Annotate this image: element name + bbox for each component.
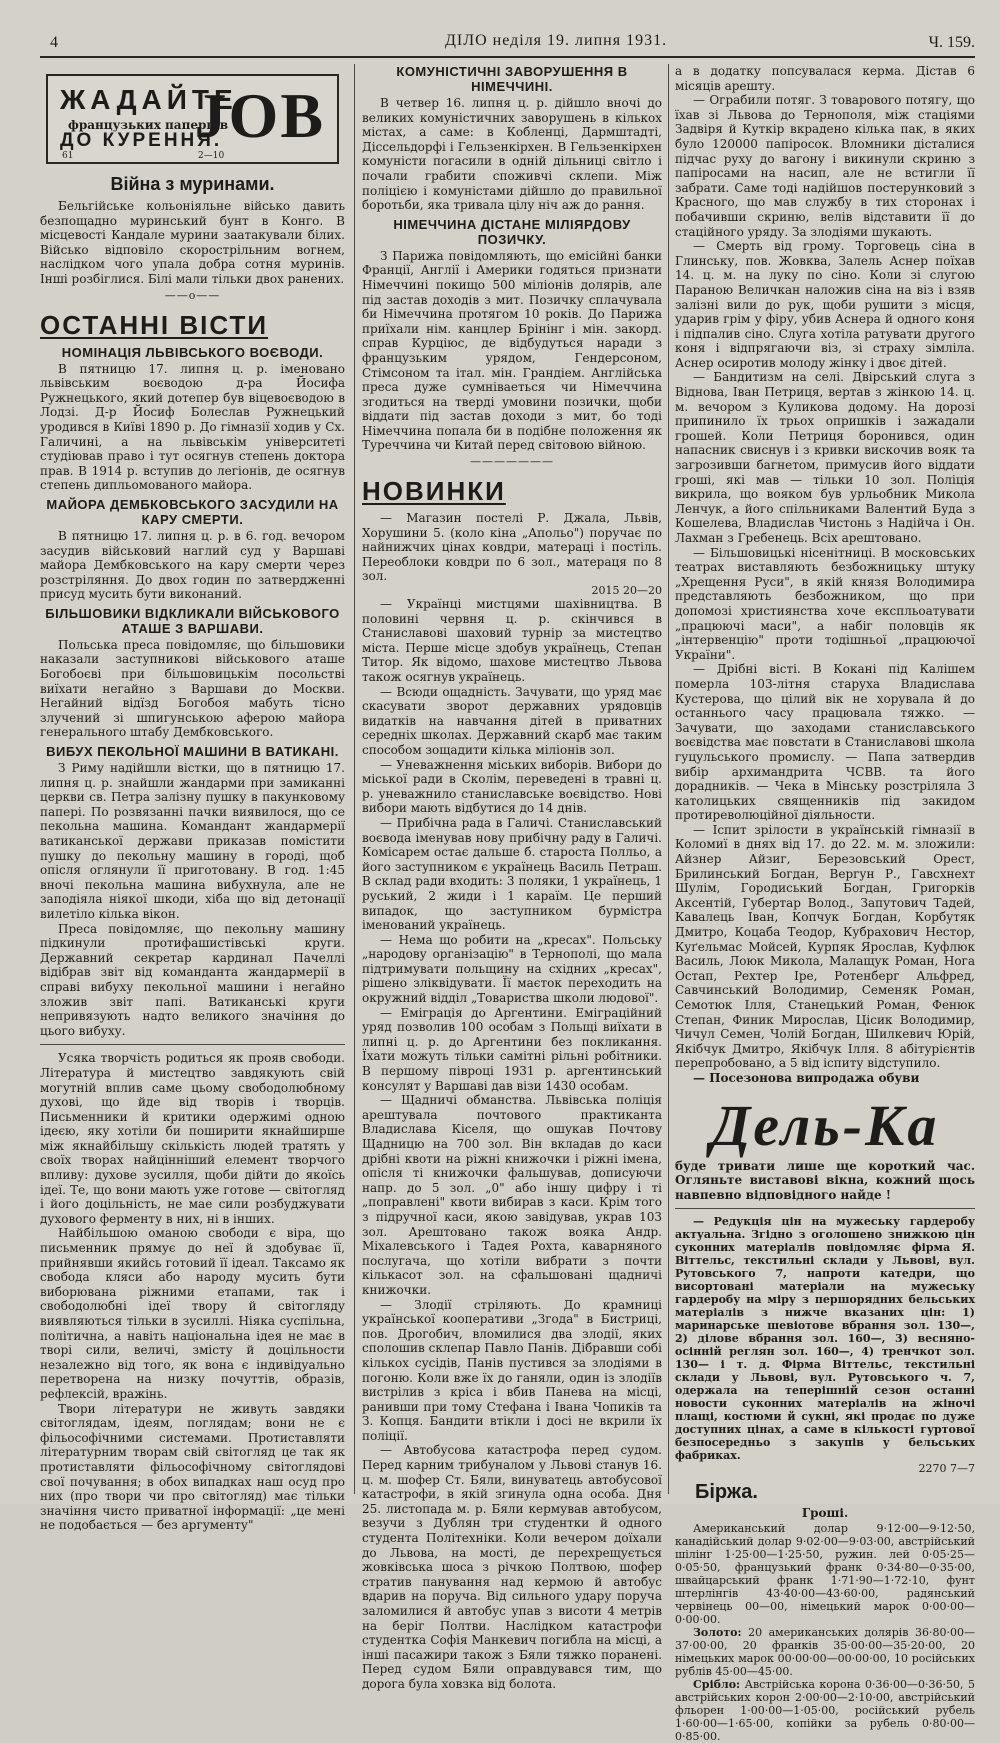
page-number: 4 [50,34,58,51]
gold-text: 20 американських долярів 36·80·00—37·00·00, 20 франків 35·00·00—35·20·00, 20 німецьких марок 00·00·00—00·00·00, 10 російських рублів 45·00—45·00. [675,1626,975,1679]
article-text: З Риму надійшли вістки, що в пятницю 17. липня ц. р. знайшли жандарми при замиканні церкви св. Петра залізну пушку в пакунковому папері. По розвязанні пачки виявилося, що се пекольна машина. Командант жандармерії ватиканської держави приказав помістити пушку до пекольну машину в городі, щоб опісля оглянули її приготовану. В год. 1:45 вночі пекольна машина вибухнула, але не заподіяла ніякої шкоди, хіба що від детонації вилетіло кілька вікон. [40,761,345,921]
shoe-sale-text: буде тривати лише ще короткий час. Огляньте виставові вікна, кожний щось навпевно відповідного найде ! [675,1158,975,1202]
article-text: В пятницю 17. липня ц. р. в 6. год. вечором засудив військовий наглий суд у Варшаві майора Дембковського на кару смерти через розстріляння. До двох годин по затвердженні присуд мусить бути виконаний. [40,528,345,602]
paper-title: ДІЛО [445,32,488,49]
job-ad-line3: ДО КУРЕННЯ. [60,130,223,151]
essay-paragraph: Усяка творчість родиться як прояв свободи. Література й мистецтво завдякують свій могутній вплив саме цьому свободолюбному духові, що йде від творів і творців. Письменники й критики одержимі одною ідеєю, яку хотіли би поширити якнайширше між якнайбільшу скількість людей тратять у своїх творах найцінніший елемент творчого впливу: духове зусилля, щоби дійти до якоїсь ідеї. Те, що вони мають уже готове — світогляд і його доцільність, не мае сили розбуджувати духового ферменту в них, ні в інших. [40,1051,345,1226]
essay-paragraph: Найбільшою оманою свободи є віра, що письменник прямує до неї й здобуває її, прийнявши якийсь готовий її ідеал. Таксамо як свобода кляси або народу мусить бути виборювана ріжними етапами, так і свободолюбні ідеї твору й світогляду виявляються тільки в зусиллі. Ніяка суспільна, політична, а навіть національна ідея не має в творі сили, величі, змісту й доцільности незалежно від того, як вона є індивідуально перетворена на низку почуттів, образів, рефлексій, вражінь. [40,1226,345,1401]
divider: ——o—— [164,288,221,302]
column-separator [668,64,669,1494]
job-ad-line1: ЖАДАЙТЕ [60,84,238,115]
news-item: — Українці мистцями шахівництва. В половині червня ц. р. скінчився в Станиславові шаховий турнір за мистецтво міста. Перше місце здобув українець, Степан Титор. Як відомо, шахове мистецтво Львова також осягнув українець. [362,597,662,684]
news-item-continued: а в додатку попсувалася керма. Дістав 6 місяців арешту. [675,64,975,93]
job-ad-code: 61 [62,151,74,161]
column-1 [40,64,345,1533]
silver-text: Австрійська корона 0·36·00—0·36·50, 5 австрійських корон 2·00·00—2·10·00, австрійський фльорен 1·00·00—1·05·00, російський рубель 1·60·00—1·65·00, копійки за рубель 0·80·00—0·85·00. [675,1678,975,1743]
header-rule [40,56,975,58]
article-text: З Парижа повідомляють, що емісійні банки Франції, Англії і Америки годяться признати Німеччині покищо 500 міліонів долярів, але під застав доходів з мит. Позичку сплачувала би Німеччина протягом 10 років. До Парижа приїхали нім. канцлер Брінінг і мін. закорд. справ Курціюс, де відбудуться наради з французьким урядом, Гендерсоном, Стімсоном та італ. мін. Грандіем. Англійська преса дуже сумніваеться чи Німеччина згодиться на тверді умовини позички, щоби віддати під застав доходи з мит, бо тоді Німеччина попала би в подібне положення як Туреччина чи Китай перед світовою війною. [362,248,662,453]
news-item: — Автобусова катастрофа перед судом. Перед карним трибуналом у Львові станув 16. ц. м. шофер Ст. Бяли, винуватець автобусової катастрофи, в якій згинула одна особа. Дня 25. листопада м. р. Бяли кермував автобусом, везучи з Дублян три студентки й одного студента Політехніки. Коли вечером доїхали до Львова, на мості, де перехрещується жовківська шоса з річкою Полтвою, шофер стратив панування над кермою й автобус вдарив на поруча. Від сильного удару поруча заломилися й автобус упав з висоти 4 метрів на беріг Полтви. Наслідком катастрофи студентка Софія Манкевич погибла на місці, а інші пасажири також з Бяли тяжко поранені. Перед судом Бяли оправдувався тим, що дорога була ховзка від болота. [362,1443,662,1691]
wittels-ad-code: 2270 7—7 [918,1462,975,1476]
wittels-ad: — Редукція цін на мужеську гардеробу актуальна. Згідно з оголошено знижкою цін суконних матеріалів повідомляє фірма Я. Віттельс, текстильні склади у Львові, вул. Рутовського 7, напроти катедри, що висортовані матеріали на мужеську гардеробу на міру з першорядних бельських матеріалів з нижче вказаних цін: 1) маринарське шевіотове вбрання зол. 130—, 2) ділове вбрання зол. 160—, 3) весняно-осінній реглян зол. 160—, 4) тренчкот зол. 130— і т. д. Фірма Віттельс, текстильні склади у Львові, вул. Рутовського ч. 7, одержала на теперішній сезон останні новости суконних матеріалів на жіночі плащі, костюми й сукні, які продає по дуже доступних цінах, а саме в кількості гуртової безпосередньо з закупів у бельських фабриках. [675,1215,975,1463]
section-rule [675,1208,975,1209]
column-3 [675,64,975,1743]
news-item: — Ограбили потяг. З товарового потягу, що їхав зі Львова до Тернополя, між стаціями Задвіря й Куткір вкрадено кілька пак, в яких було 120000 папіросок. Вломники дісталися підчас руху до вагону і викинули скриню з папіросами на насип, але не встигли її забрати. Саме тоді надійшов постерунковий з Красного, що мав службу в тих сторонах і побачивши скриню, велів відставити її до стаційного уряду. За злодіями шукають. [675,93,975,239]
article-title: КОМУНІСТИЧНІ ЗАВОРУШЕННЯ В НІМЕЧЧИНІ. [396,64,628,94]
news-item: — Більшовицькі нісенітниці. В московських театрах виставляють безбожницьку штуку „Хрещення Руси", в якій князя Володимира представляють безбожником, що при допомозі християнства хоче експльоатувати „працюючі маси", а набіг половців як „інтервенцію" проти тодішньої „працюючої України". [675,545,975,662]
news-item: — Нема що робити на „кресах". Польську „народову організацію" в Тернополі, що мала підтримувати польщину на східних „кресах", рішено зліквідувати. Її маєток переходить на окружний відділ „Товариства школи людової". [362,932,662,1006]
delka-logo: Дель-Ка [710,1092,940,1158]
article-title: МАЙОРА ДЕМБКОВСЬКОГО ЗАСУДИЛИ НА КАРУ СМЕРТИ. [46,496,339,527]
news-item: — Бандитизм на селі. Двірський слуга з Віднова, Іван Петриця, вертав з жінкою 14. ц. м. вечором з Куликова додому. На дорозі припинило їх трьох опришків і зажадали грошей. Коли Петриця боронився, один напасник свиснув і з кривки вискочив вояк та загрозивши багнетом, примусив його віддати гроші, які мав — тільки 10 зол. Поліція викрила, що вояком був урльобник Микола Ленчук, а його спільниками Валентий Буда з Кошелева, Владислав Чистонь з Надійча і Он. Лахман з Гребенець. Всіх арештовано. [675,370,975,545]
article-title: НІМЕЧЧИНА ДІСТАНЕ МІЛІЯРДОВУ ПОЗИЧКУ. [393,216,631,247]
page-header [40,30,975,56]
news-item: — Смерть від грому. Торговець сіна в Глинську, пов. Жовква, Залель Аснер поїхав 14. ц. м. на луку по сіно. Коли зі слугою Параною Величкан наложив сіна на віз і взяв залізні вили до рук, щоби рушити з місця, ударив грім у фіру, убив Аснера й одного коня і підпалив сіно. Слуга хотіла ратувати другого коня і відпрягаючи віз, зі страху зімліла. Аснер осиротив молоду жінку і двоє дітей. [675,239,975,370]
column-separator [354,64,355,1494]
article-text: В пятницю 17. липня ц. р. іменовано львівським воєводою д-ра Йосифа Ружнецького, який дотепер був віцевоєводою в Лодзі. Д-р Йосиф Болеслав Ружнецький уродився в Київі 1890 р. До гімназії ходив у Сх. Галичині, а на львівськім університеті студіював право і тут осягнув степень доктора прав. В 1914 р. вступив до легіонів, де осягнув степень дипльомованого майора. [40,361,345,493]
shop-ad-code: 2015 20—20 [591,584,662,598]
news-item: — Злодії стріляють. До крамниці української кооперативи „Згода" в Бистриці, пов. Дрогобич, вломилися два злодії, яких сполошив склепар Павло Панів. Дібравши собі кількох сусідів, Панів пустився за злодіями в погоню. Коли вже їх до ганяли, один із злодіїв вистрілив з кріса і вбив Панева на місці, ранивши при тому Стефана і Івана Чопиків та З. Копця. Бандити втікли і досі не вкрили їх поліції. [362,1297,662,1443]
war-text: Бельгійське кольоніяльне військо давить безпощадно муринський бунт в Конго. В місцевості Кандале мурини заатакували білих. Військо відповіло скорострільним вогнем, наслідком чого упала добра сотня муринів. Інші розбіглися. Білі мали тільки двох ранених. [40,199,345,286]
article-title: БІЛЬШОВИКИ ВІДКЛИКАЛИ ВІЙСЬКОВОГО АТАШЕ З ВАРШАВИ. [45,605,340,636]
news-item: — Еміграція до Аргентини. Еміграційний уряд позволив 100 особам з Польщі виїхати в липні ц. р. до Аргентини без покликання. Їхати можуть тільки самітні рільні робітники. В першому півроці 1931 р. аргентинський консулят у Варшаві дав візи 1430 особам. [362,1005,662,1093]
job-ad-brand: JOB [194,80,325,151]
job-ad-code: 2—10 [198,151,225,161]
exchange-title: Біржа. [695,1481,758,1504]
article-text: В четвер 16. липня ц. р. дійшло вночі до великих комуністичних заворушень в кількох містах, а саме: в Кобленці, Дармштадті, Діссельдорфі і Гельзенкірхен. В Гельзенкірхен комуністи погасили в одній дільниці світло і почали грабити споживчі склепи. Між поліцією і комуністами дійшло до правильної боротьби, яка тривала цілу ніч аж до рання. [362,96,662,213]
job-ad [46,74,339,164]
silver-rates [675,1678,975,1743]
news-item: — Дрібні вісті. В Кокані під Калішем померла 103-літня старуха Владислава Кустерова, що цілий вік не хорувала й до останнього часу працювала тяжко. — Зачувати, що заходами станиславського воєвідства має повстати в Станиславові школа гуцульського промислу. — Папа затвердив вибір архимандрита ЧСВВ. та його дорадників. — Чека в Мінську розстріляла 3 католицьких священників під закидом протиреволюційної діяльности. [675,662,975,823]
article-title: НОМІНАЦІЯ ЛЬВІВСЬКОГО ВОЄВОДИ. [61,344,324,360]
news-item: — Прибічна рада в Галичі. Станиславський воєвода іменував нову прибічну раду в Галичі. Комісарем остає дальше б. староста Полльо, а його заступником є українець Василь Петраш. В склад ради входить: 3 поляки, 1 українець, 1 руський, 2 жиди і 1 караїм. Це перший випадок, що заступником бурмістра іменований українець. [362,815,662,933]
column-2 [362,64,662,1691]
news-item: — Іспит зрілости в українській гімназії в Коломиї в днях від 17. до 22. м. м. зложили: Айзнер Айзиг, Березовський Орест, Брилинський Богдан, Вергун Р., Гавсхнехт Шулім, Городиський Богдан, Григорків Аксентій, Губертар Волод., Запутович Тадей, Кавалець Іван, Копчук Богдан, Корбутяк Дмитро, Коцаба Теодор, Кубрахович Нестор, Куґельмас Мойсей, Курпяк Ярослав, Куфлюк Василь, Лоюк Микола, Малащук Роман, Нога Остап, Рехтер Іре, Ротенберг Альфред, Савчинський Володимир, Семеняк Роман, Семотюк Ілля, Станецький Роман, Фенюк Степан, Финик Мирослав, Цісик Володимир, Чичул Семен, Чолій Богдан, Шилкевич Юрій, Якібчук Дмитро, Якібчук Ілля. 8 абітурієнтів перепробовано, а 5 від іспиту відступило. [675,822,975,1071]
essay-paragraph: Твори літератури не живуть завдяки світоглядам, ідеям, поглядам; вони не є фільософічними системами. Протиставляти літературним творам свій світогляд це так як протиставляти фільософічному світоглядові свої почування; в обох випадках наш осуд про них (про твори чи про світогляд) має тільки значіння чисто приватної інформації: „це мені не подобається — без аргументу" [40,1401,345,1533]
gold-rates [675,1626,975,1678]
latest-news-rubric: ОСТАННІ ВІСТИ [40,309,269,340]
gold-title: Золото: [693,1626,742,1640]
news-item: — Щадничі обманства. Львівська поліція арештувала почтового практиканта Владислава Кіселя, що ошукав Почтову Щадницю на 700 зол. Він вкладав до каси дрібні квоти на ріжні книжочки і ріжні імена, опісля ті книжочки фальшував, дописуючи напр. до 5 зол. „0" або іншу цифру і ті „поправлені" квоти вибирав з каси. Крім того з підручної каси, якою завідував, украв 103 зол. Арештовано також вояка Андр. Міхалевського і Тадея Рохта, каварняного послугача, що хотіли вибрати з почти кількасот зол. на сфальшовані щадничі книжочки. [362,1093,662,1297]
issue-date: неділя 19. липня 1931. [492,32,668,49]
section-rule [40,1044,345,1045]
divider: ——————— [470,455,554,469]
war-title: Війна з муринами. [110,174,275,194]
article-text: Преса повідомляє, що пекольну машину підкинули протифашистівські круги. Державний секретар кардинал Пачеллі відібрав звіт від команданта жандармерії в справі вибуху пекольної машини і негайно зложив звіт папі. Ватиканські круги непривязують надто великого значіння до цього вибуху. [40,921,345,1038]
news-item: — Всюди ощадність. Зачувати, що уряд має скасувати зворот державних урядовців видатків на навчання дітей в приватних середніх школах. Державний скарб має таким способом зощадити кілька міліонів зол. [362,684,662,757]
job-ad-line2: французьких паперців [68,118,229,132]
paper-title-date [445,32,667,50]
news-item: — Уневажнення міських виборів. Вибори до міської ради в Сколім, переведені в травні ц. р. уневажнило станиславське воєвідство. Нові вибори мають відбутися до 14 днів. [362,757,662,816]
article-text: Польська преса повідомляє, що більшовики наказали заступникові військового аташе Богобоєві при більшовицькім посольстві виїхати негайно з Варшави до Москви. Негайний відїзд Богобоя мабуть тісно злучений зі шпигунською аферою майора генерального штабу Дембковського. [40,637,345,740]
money-rates: Американський долар 9·12·00—9·12·50, канадійський долар 9·02·00—9·03·00, австрійський шілінг 1·25·00—1·25·50, ружин. лей 0·05·25—0·05·50, французький франк 0·34·80—0·35·00, швайцарський франк 1·71·90—1·72·10, фунт штерлінгів 43·40·00—43·60·00, радянський червінець 00—00, німецький марок 0·00·00—0·00·00. [675,1522,975,1627]
article-title: ВИБУХ ПЕКОЛЬНОЇ МАШИНИ В ВАТИКАНІ. [46,744,339,760]
shop-ad: — Магазин постелі Р. Джала, Львів, Хорушини 5. (коло кіна „Апольо") поручає по найнижчих цінах ковдри, матераці і постіль. Переоблоки ковдри по 6 зол., матераця по 8 зол. [362,511,662,584]
shoe-sale-line: — Посезонова випродажа обуви [693,1070,920,1085]
silver-title: Срібло: [693,1678,741,1692]
money-title: Гроші. [801,1506,849,1521]
issue-number: Ч. 159. [928,34,975,51]
news-rubric: НОВИНКИ [362,476,506,507]
